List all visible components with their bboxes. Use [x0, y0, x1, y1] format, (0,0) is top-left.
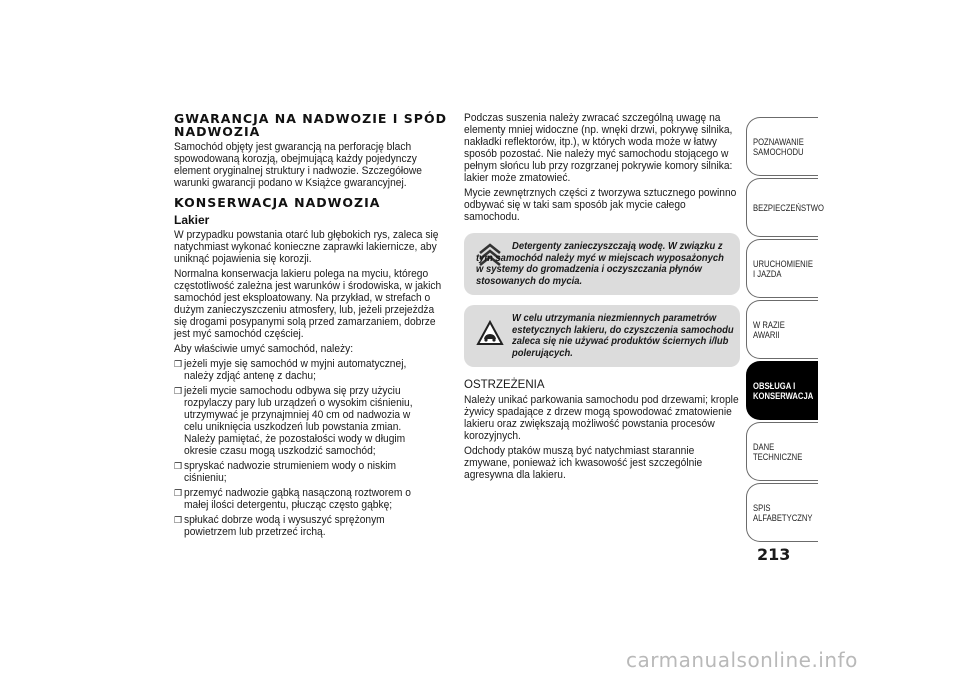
tab-poznawanie-samochodu[interactable]: POZNAWANIE SAMOCHODU: [746, 117, 818, 176]
list-item: ❒ przemyć nadwozie gąbką nasączoną roztworem o małej ilości detergentu, płucząc często gąbkę;: [174, 487, 411, 511]
warnings-heading: OSTRZEŻENIA: [464, 379, 545, 391]
subheading-paint: Lakier: [174, 213, 210, 227]
paint-care-note-text: W celu utrzymania niezmiennych parametrów estetycznych lakieru, do czyszczenia samochodu zaleca się nie używać produktów ściernych i/lub polerujących.: [512, 312, 734, 359]
paragraph-trees: Należy unikać parkowania samochodu pod drzewami; krople żywicy spadające z drzew mogą spowodować zmatowienie lakieru oraz zwiększają możliwość powstania procesów korozyjnych.: [464, 394, 739, 442]
heading-body-care: KONSERWACJA NADWOZIA: [174, 195, 381, 210]
paragraph-how-to-wash: Aby właściwie umyć samochód, należy:: [174, 343, 354, 355]
list-item: ❒ spryskać nadwozie strumieniem wody o niskim ciśnieniu;: [174, 460, 397, 484]
wash-steps-list: [174, 358, 450, 538]
list-item: ❒ spłukać dobrze wodą i wysuszyć sprężonym powietrzem lub przetrzeć irchą.: [174, 514, 385, 538]
environment-note-text: Detergenty zanieczyszczają wodę. W związku z tym samochód należy myć w miejscach wyposażonych w systemy do gromadzenia i oczyszczania płynów stosowanych do mycia.: [476, 240, 724, 287]
watermark: carmanualsonline.info: [626, 648, 858, 672]
bullet-box-icon: ❒: [174, 488, 183, 498]
tab-w-razie-awarii[interactable]: W RAZIE AWARII: [746, 300, 818, 359]
left-column: [174, 112, 450, 541]
heading-warranty: GWARANCJA NA NADWOZIE I SPÓD NADWOZIA: [174, 111, 447, 139]
tab-spis-alfabetyczny[interactable]: SPIS ALFABETYCZNY: [746, 483, 818, 542]
paragraph-warranty: Samochód objęty jest gwarancją na perforację blach spowodowaną korozją, obejmującą każdy pojedynczy element oryginalnej struktury i nadwozie. Szczegółowe warunki gwarancji podano w Książce gwarancyjnej.: [174, 141, 422, 189]
tab-obsluga-i-konserwacja[interactable]: OBSŁUGA I KONSERWACJA: [746, 361, 818, 420]
list-item: ❒ jeżeli mycie samochodu odbywa się przy użyciu rozpylaczy pary lub urządzeń o wysokim ciśnieniu, utrzymywać je przynajmniej 40 cm od nadwozia w celu uniknięcia uszkodzeń lub powstania zmian. Należy pamiętać, że pozostałości wody w długim okresie czasu mogą uszkodzić samochód;: [174, 385, 413, 457]
tab-uruchomienie-i-jazda[interactable]: URUCHOMIENIE I JAZDA: [746, 239, 818, 298]
paragraph-scratches: W przypadku powstania otarć lub głębokich rys, zaleca się natychmiast wykonać konieczne zaprawki lakiernicze, aby uniknąć pojawienia się korozji.: [174, 229, 439, 265]
bullet-box-icon: ❒: [174, 386, 183, 396]
tab-dane-techniczne[interactable]: DANE TECHNICZNE: [746, 422, 818, 481]
environment-note: [464, 233, 740, 295]
tab-bezpieczenstwo[interactable]: BEZPIECZEŃSTWO: [746, 178, 818, 237]
bullet-box-icon: ❒: [174, 461, 183, 471]
paragraph-normal-care: Normalna konserwacja lakieru polega na myciu, którego częstotliwość zależna jest warunków i środowiska, w jakich samochód jest eksploatowany. Na przykład, w strefach o dużym zanieczyszczeniu atmosfery, lub, jeżeli przejeżdża się drogami posypanymi solą przed zamarzaniem, dobrze jest myć samochód częściej.: [174, 268, 442, 340]
paint-care-note: [464, 305, 740, 367]
list-item: ❒ jeżeli myje się samochód w myjni automatycznej, należy zdjąć antenę z dachu;: [174, 358, 407, 382]
paragraph-plastic-parts: Mycie zewnętrznych części z tworzywa sztucznego powinno odbywać się w taki sam sposób jak mycie całego samochodu.: [464, 187, 737, 223]
bullet-box-icon: ❒: [174, 515, 183, 525]
chapter-tabs: [746, 117, 824, 544]
paragraph-drying: Podczas suszenia należy zwracać szczególną uwagę na elementy mniej widoczne (np. wnęki drzwi, pokrywę silnika, nakładki reflektorów, itp.), w których woda może w łatwy sposób pozostać. Nie należy myć samochodu stojącego w pełnym słońcu lub przy rozgrzanej pokrywie komory silnika: lakier może zmatowieć.: [464, 112, 733, 184]
right-column: [464, 112, 740, 484]
page-number: 213: [757, 545, 791, 564]
paragraph-bird-droppings: Odchody ptaków muszą być natychmiast starannie zmywane, ponieważ ich kwasowość jest szczególnie agresywna dla lakieru.: [464, 445, 703, 481]
bullet-box-icon: ❒: [174, 359, 183, 369]
